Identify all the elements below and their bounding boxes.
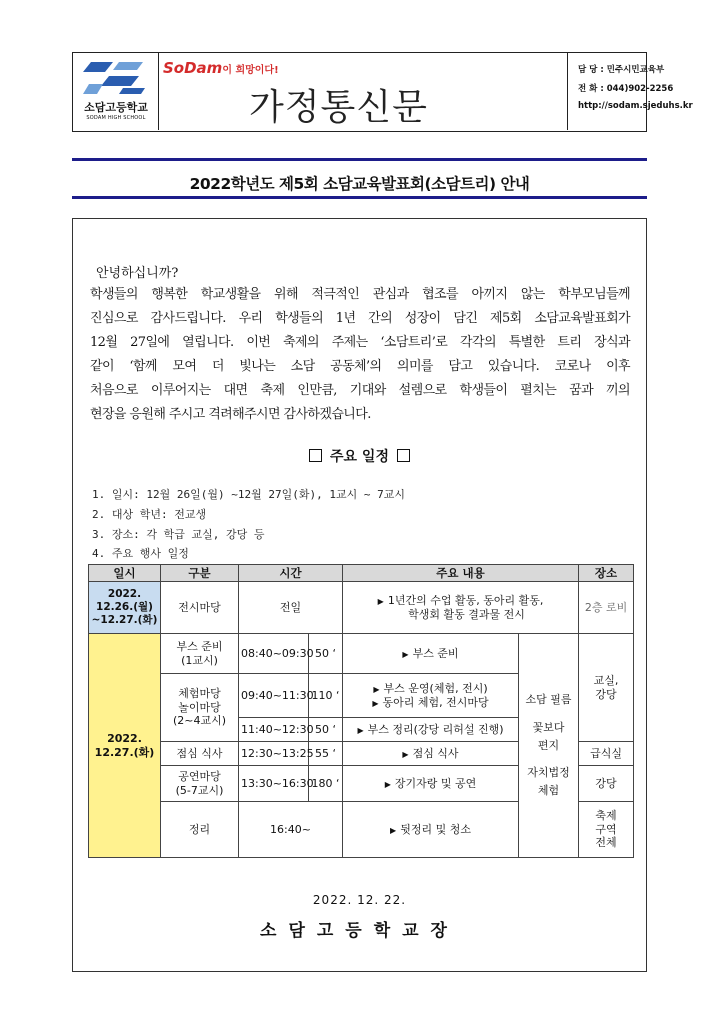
content-text: 학생회 활동 결과물 전시 [408,607,525,621]
side-note-line: 체험 [537,784,560,798]
time-cell: 12:30~13:25 [239,742,309,766]
content-text: 장기자랑 및 공연 [394,776,477,790]
category-line: (2~4교시) [172,714,227,728]
schedule-table [88,564,634,858]
info-schedule: 4. 주요 행사 일정 [92,547,189,560]
schedule-heading [72,446,647,466]
location-cell: 강당 [579,766,634,802]
title-divider-top [72,158,647,161]
content-text: 점심 식사 [412,746,459,760]
side-note-line: 소담 필름 [525,693,572,707]
table-row [89,582,634,634]
date-line: 2022. [107,587,142,600]
category-cell [161,674,239,742]
content-cell [343,674,519,718]
schedule-heading-text: 주요 일정 [330,449,389,465]
content-text: 부스 준비 [412,646,459,660]
triangle-bullet-icon: ▶ [377,596,384,606]
time-cell: 08:40~09:30 [239,634,309,674]
date-line: 12.26.(월) [96,600,153,613]
category-line: 부스 준비 [176,639,223,653]
paragraph-line: 학생들의 행복한 학교생활을 위해 적극적인 관심과 협조를 아끼지 않는 학부모님들께 [90,287,630,302]
info-date: 1. 일시: 12월 26일(월) ~12월 27일(화), 1교시 ~ 7교시 [92,488,405,501]
date-line: 2022. [107,731,142,745]
time-cell: 16:40~ [239,802,343,858]
triangle-bullet-icon: ▶ [373,684,380,694]
duration-cell: 50 ‘ [309,718,343,742]
header-content: 주요 내용 [343,565,579,582]
page-title: 2022학년도 제5회 소담교육발표회(소담트리) 안내 [189,175,530,193]
content-cell [343,766,519,802]
side-note-line: 편지 [537,738,560,752]
school-name: 소담고등학교 [84,101,148,114]
time-cell: 11:40~12:30 [239,718,309,742]
category-line: (5-7교시) [175,783,224,797]
header-location: 장소 [579,565,634,582]
duration-cell: 180 ‘ [309,766,343,802]
content-text: 뒷정리 및 청소 [400,822,471,836]
content-line [345,696,516,710]
content-cell [343,582,579,634]
category-line: 체험마당 [178,686,221,700]
location-line: 전체 [595,836,617,850]
contact-website[interactable]: http://sodam.sjeduhs.kr [578,101,693,111]
checkbox-square-icon [309,449,322,462]
location-cell: 급식실 [579,742,634,766]
paragraph-line: 진심으로 감사드립니다. 우리 학생들의 1년 간의 성장이 담긴 제5회 소담교육발표회가 [90,311,630,326]
title-divider-bottom [72,196,647,199]
category-cell: 전시마당 [161,582,239,634]
content-text: 부스 운영(체험, 전시) [383,681,488,695]
contact-phone: 전 화 : 044)902-2256 [578,84,674,94]
location-line: 축제 [595,808,617,822]
category-line: 공연마당 [178,769,221,783]
triangle-bullet-icon: ▶ [402,749,409,759]
content-text: 1년간의 수업 활동, 동아리 활동, [387,593,544,607]
paragraph-line: 현장을 응원해 주시고 격려해주시면 감사하겠습니다. [90,407,371,422]
header-time: 시간 [239,565,343,582]
principal-signature: 소담고등학교장 [260,921,459,941]
info-place: 3. 장소: 각 학급 교실, 강당 등 [92,528,265,541]
content-line [345,682,516,696]
duration-cell: 110 ‘ [309,674,343,718]
duration-cell: 55 ‘ [309,742,343,766]
newsletter-header [72,52,693,132]
date-cell-dec26 [89,582,161,634]
content-text: 부스 정리(강당 리허설 진행) [367,722,504,736]
time-cell: 09:40~11:30 [239,674,309,718]
content-cell [343,718,519,742]
date-line: ~12.27.(화) [91,614,158,627]
location-line: 교실, [593,673,619,687]
paragraph-line: 처음으로 이루어지는 대면 축제 인만큼, 기대와 설렘으로 학생들이 펼치는 꿈과 끼의 [90,383,630,398]
content-line [345,594,576,608]
issue-date: 2022. 12. 22. [312,893,407,907]
date-cell-dec27 [89,634,161,858]
location-line: 구역 [595,822,617,836]
table-header-row [89,565,634,582]
paragraph-line: 같이 ‘함께 모여 더 빛나는 소담 공동체’의 의미를 담고 있습니다. 코로나 이후 [90,359,630,374]
triangle-bullet-icon: ▶ [390,825,397,835]
info-target: 2. 대상 학년: 전교생 [92,508,207,521]
time-cell: 13:30~16:30 [239,766,309,802]
table-row [89,634,634,674]
category-cell [161,634,239,674]
triangle-bullet-icon: ▶ [357,725,364,735]
location-cell: 2층 로비 [579,582,634,634]
category-cell: 정리 [161,802,239,858]
content-text: 동아리 체험, 전시마당 [382,695,489,709]
newsletter-title: 가정통신문 [249,87,428,128]
school-name-en: SODAM HIGH SCHOOL [86,115,146,121]
triangle-bullet-icon: ▶ [402,649,409,659]
slogan-rest: 이 희망이다! [222,65,279,76]
side-note-line: 꽃보다 [532,720,565,734]
greeting: 안녕하십니까? [96,266,179,281]
category-cell [161,766,239,802]
contact-department: 담 당 : 민주시민교육부 [578,65,665,75]
content-cell [343,742,519,766]
content-cell [343,802,519,858]
triangle-bullet-icon: ▶ [384,779,391,789]
checkbox-square-icon [397,449,410,462]
category-line: 놀이마당 [178,700,221,714]
slogan-brand: SoDam [163,59,223,77]
side-note-cell [519,634,579,858]
location-line: 강당 [595,687,617,701]
date-line: 12.27.(화) [94,745,155,759]
location-cell [579,634,634,742]
category-line: (1교시) [181,653,218,667]
header-category: 구분 [161,565,239,582]
location-cell [579,802,634,858]
school-logo-icon [83,58,149,98]
category-cell: 점심 식사 [161,742,239,766]
title-cell [159,53,569,130]
contact-cell [567,53,693,130]
paragraph-line: 12월 27일에 열립니다. 이번 축제의 주제는 ‘소담트리’로 각각의 특별한 트리 장식과 [90,335,630,350]
side-note-line: 자치법정 [527,766,570,780]
header-date: 일시 [89,565,161,582]
time-cell: 전일 [239,582,343,634]
triangle-bullet-icon: ▶ [372,698,379,708]
content-cell [343,634,519,674]
school-logo-cell [73,53,159,130]
slogan [163,59,279,77]
duration-cell: 50 ‘ [309,634,343,674]
